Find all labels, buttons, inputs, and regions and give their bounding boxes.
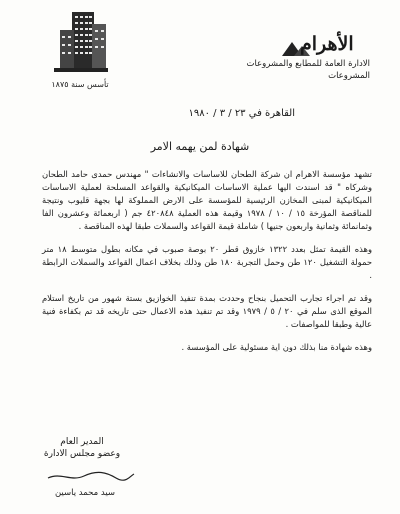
department-line: الادارة العامة للمطابع والمشروعات <box>246 59 370 69</box>
building-logo-icon <box>52 8 110 74</box>
document-date: القاهرة في ٢٣ / ٣ / ١٩٨٠ <box>188 108 295 119</box>
handwritten-signature-icon <box>46 470 136 482</box>
signatory-title <box>22 436 142 460</box>
certificate-body <box>42 168 372 364</box>
signatory-role: وعضو مجلس الادارة <box>43 449 121 459</box>
department-name <box>230 58 370 82</box>
body-paragraph: وهذه القيمة تمثل بعدد ١٣٢٢ خازوق قطر ٢٠ بوصة صبوب في مكانه بطول متوسط ١٨ متر حمولة التشغيل ١٢٠ طن وحمل التجربة ١٨٠ طن وذلك بخلاف اعمال القواعد والسملات الرابطة . <box>42 244 372 280</box>
ahram-logo-text: الأهرام <box>300 33 354 55</box>
signatory-role: المدير العام <box>60 437 104 447</box>
department-line: المشروعات <box>328 71 370 81</box>
signatory-name: سيد محمد ياسين <box>54 488 116 498</box>
body-paragraph: وهذه شهادة منا بذلك دون اية مسئولية على المؤسسة . <box>181 342 372 352</box>
body-paragraph: وقد تم اجراء تجارب التحميل بنجاح وحددت بمدة تنفيذ الخوازيق بستة شهور من تاريخ استلام الموقع الذى سلم في ٢٠ / ٥ / ١٩٧٩ وقد تم تنفيذ هذه الاعمال حتى تاريخه قد تم بكفاءة فنية عالية وطبقا للمواصفات . <box>42 293 372 329</box>
body-paragraph: تشهد مؤسسة الاهرام ان شركة الطحان للاساسات والانشاءات " مهندس حمدى حامد الطحان وشركاه " قد اسندت اليها عملية الاساسات الميكانيكية والقواعد المسلحة لعملية الاساسات الميكانيكية لمبنى المخازن الرئيسية للمؤسسة على الارض المملوكة لها بجهة قليوب ونتيجة للمناقصة المؤرخة ١٥ / ١٠ / ١٩٧٨ وقيمة هذه العملية ٤٢٠٨٤٨ جم ( اربعمائة وعشرون الفا وثمانمائة وثمانية واربعون جنيها ) شاملة قيمة القواعد والسملات طبقا لهذه المناقصة . <box>42 169 372 231</box>
founded-year: تأسس سنة ١٨٧٥ <box>51 80 109 89</box>
document-title: شهادة لمن يهمه الامر <box>150 140 250 153</box>
